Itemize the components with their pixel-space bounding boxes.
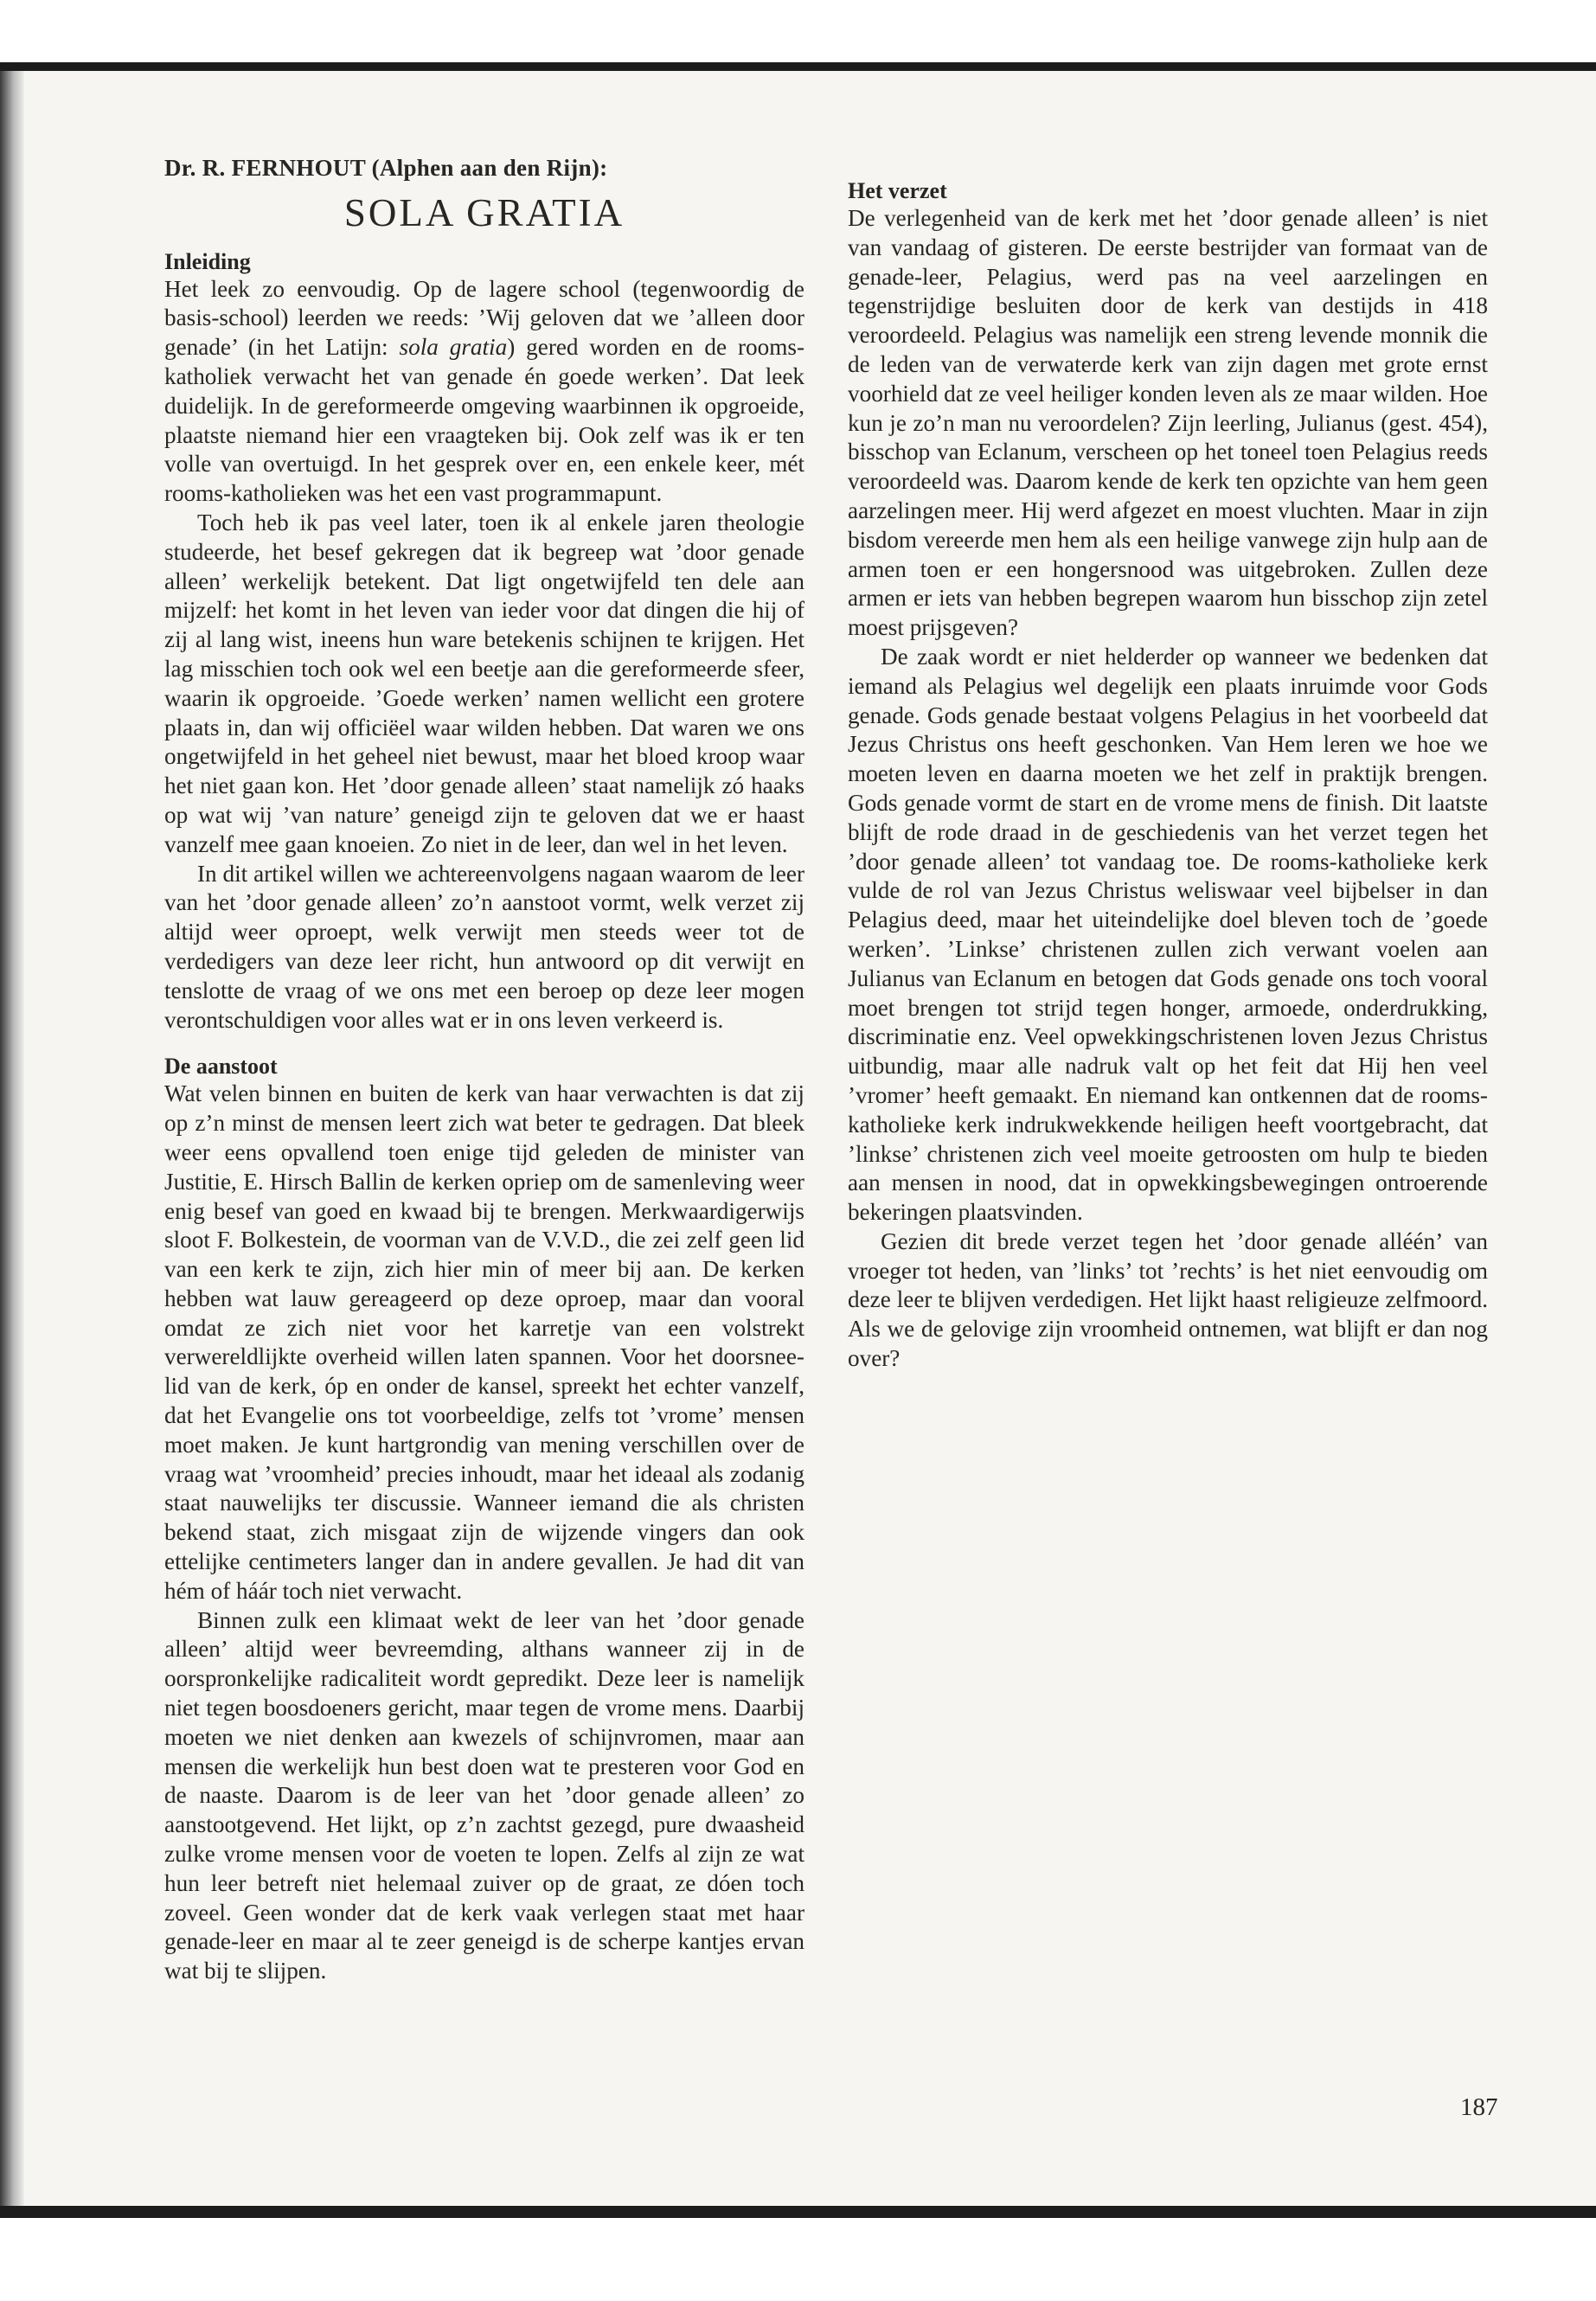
paragraph: Het leek zo eenvoudig. Op de lagere school (tegenwoordig de basis-school) leerden we reeds: ’Wij geloven dat we ’alleen door genade’ (in het Latijn: sola gratia) gered worden en de rooms-katholiek verwacht het van genade én goede werken’. Dat leek duidelijk. In de gereformeerde omgeving waarbinnen ik opgroeide, plaatste niemand hier een vraagteken bij. Ook zelf was ik er ten volle van overtuigd. In het gesprek over en, een enkele keer, mét rooms-katholieken was het een vast programmapunt. (164, 275, 804, 507)
author-byline: Dr. R. FERNHOUT (Alphen aan den Rijn): (164, 155, 608, 181)
paragraph: De verlegenheid van de kerk met het ’door genade alleen’ is niet van vandaag of gisteren. De eerste bestrijder van formaat van de genade-leer, Pelagius, werd pas na veel aarzelingen en tegenstrijdige besluiten door de kerk van destijds in 418 veroordeeld. Pelagius was namelijk een streng levende monnik die de leden van de verwaterde kerk van zijn dagen met grote ernst voorhield dat ze veel heiliger konden leven als ze maar wilden. Hoe kun je zo’n man nu veroordelen? Zijn leerling, Julianus (gest. 454), bisschop van Eclanum, verscheen op het toneel toen Pelagius reeds veroordeeld was. Daarom kende de kerk ten opzichte van hem geen aarzelingen meer. Hij werd afgezet en moest vluchten. Maar in zijn bisdom vereerde men hem als een heilige vanwege zijn hulp aan de armen toen er een hongersnood was uitgebroken. Zullen deze armen er iets van hebben begrepen waarom hun bisschop zijn zetel moest prijsgeven? (848, 205, 1488, 641)
latin-term: sola gratia (399, 334, 508, 361)
section-heading-aanstoot: De aanstoot (164, 1054, 278, 1080)
page-gutter-shadow (0, 71, 24, 2301)
paragraph: Wat velen binnen en buiten de kerk van haar verwachten is dat zij op z’n minst de mensen leert zich wat beter te gedragen. Dat bleek weer eens opvallend toen enige tijd geleden de minister van Justitie, E. Hirsch Ballin de kerken opriep om de samenleving weer enig besef van goed en kwaad bij te brengen. Merkwaardigerwijs sloot F. Bolkestein, de voorman van de V.V.D., die zei zelf geen lid van een kerk te zijn, zich hier min of meer bij aan. De kerken hebben wat lauw gereageerd op deze oproep, maar dan vooral omdat ze zich niet voor het karretje van een volstrekt verwereldlijkte overheid willen laten spannen. Voor het doorsnee-lid van de kerk, óp en onder de kansel, spreekt het echter vanzelf, dat het Evangelie ons tot voorbeeldige, zelfs tot ’vrome’ mensen moet maken. Je kunt hartgrondig van mening verschillen over de vraag wat ’vroomheid’ precies inhoudt, maar het ideaal als zodanig staat nauwelijks ter discussie. Wanneer iemand die als christen bekend staat, zich misgaat zijn de wijzende vingers dan ook ettelijke centimeters langer dan in andere gevallen. Je had dit van hém of háár toch niet verwacht. (164, 1080, 804, 1604)
scan-bottom-border (0, 2206, 1596, 2301)
paragraph: Toch heb ik pas veel later, toen ik al enkele jaren theologie studeerde, het besef gekregen dat ik begreep wat ’door genade alleen’ werkelijk betekent. Dat ligt ongetwijfeld ten dele aan mijzelf: het komt in het leven van ieder voor dat dingen die hij of zij al lang wist, ineens hun ware betekenis schijnen te krijgen. Het lag misschien toch ook wel een beetje aan die gereformeerde sfeer, waarin ik opgroeide. ’Goede werken’ namen wellicht een grotere plaats in, dan wij officiëel waar wilden hebben. Dat waren we ons ongetwijfeld in het geheel niet bewust, maar het bloed kroop waar het niet gaan kon. Het ’door genade alleen’ staat namelijk zó haaks op wat wij ’van nature’ geneigd zijn te geloven dat we er haast vanzelf mee gaan knoeien. Zo niet in de leer, dan wel in het leven. (164, 509, 804, 857)
right-column (848, 152, 1488, 1374)
paragraph: In dit artikel willen we achtereenvolgens nagaan waarom de leer van het ’door genade alleen’ zo’n aanstoot vormt, welk verzet zij altijd weer oproept, welk verwijt men steeds weer tot de verdedigers van deze leer richt, hun antwoord op dit verwijt en tenslotte de vraag of we ons met een beroep op deze leer mogen verontschuldigen voor alles wat er in ons leven verkeerd is. (164, 860, 804, 1033)
section-heading-verzet: Het verzet (848, 178, 947, 203)
section-heading-inleiding: Inleiding (164, 248, 251, 274)
paragraph: Gezien dit brede verzet tegen het ’door genade alléén’ van vroeger tot heden, van ’links’ tot ’rechts’ is het niet eenvoudig om deze leer te blijven verdedigen. Het lijkt haast religieuze zelfmoord. Als we de gelovige zijn vroomheid ontnemen, wat blijft er dan nog over? (848, 1227, 1488, 1372)
article-title: SOLA GRATIA (343, 190, 625, 234)
left-column (164, 154, 804, 1986)
page-number: 187 (1460, 2093, 1498, 2121)
paragraph: De zaak wordt er niet helderder op wanneer we bedenken dat iemand als Pelagius wel degelijk een plaats inruimde voor Gods genade. Gods genade bestaat volgens Pelagius in het voorbeeld dat Jezus Christus ons heeft geschonken. Van Hem leren we hoe we moeten leven en daarna moeten we het zelf in praktijk brengen. Gods genade vormt de start en de vrome mens de finish. Dit laatste blijft de rode draad in de geschiedenis van het verzet tegen het ’door genade alleen’ tot vandaag toe. De rooms-katholieke kerk vulde de rol van Jezus Christus weliswaar veel bijbelser in dan Pelagius deed, maar het uiteindelijke doel bleven toch de ’goede werken’. ’Linkse’ christenen zullen zich verwant voelen aan Julianus van Eclanum en betogen dat Gods genade ons toch vooral moet brengen tot strijd tegen honger, armoede, onderdrukking, discriminatie enz. Veel opwekkingschristenen loven Jezus Christus uitbundig, maar alle nadruk valt op het feit dat Hij hen veel ’vromer’ heeft gemaakt. En niemand kan ontkennen dat de rooms-katholieke kerk indrukwekkende heiligen heeft voortgebracht, dat ’linkse’ christenen zich veel moeite getroosten om hulp te bieden aan mensen in nood, dat in opwekkingsbewegingen ontroerende bekeringen plaatsvinden. (848, 643, 1488, 1226)
scan-top-border (0, 0, 1596, 71)
paragraph: Binnen zulk een klimaat wekt de leer van het ’door genade alleen’ altijd weer bevreemding, althans wanneer zij in de oorspronkelijke radicaliteit wordt gepredikt. Deze leer is namelijk niet tegen boosdoeners gericht, maar tegen de vrome mens. Daarbij moeten we niet denken aan kwezels of schijnvromen, maar aan mensen die werkelijk hun best doen wat te presteren voor God en de naaste. Daarom is de leer van het ’door genade alleen’ zo aanstootgevend. Het lijkt, op z’n zachtst gezegd, pure dwaasheid zulke vrome mensen voor de voeten te lopen. Zelfs al zijn ze wat hun leer betreft niet helemaal zuiver op de graat, ze dóen toch zoveel. Geen wonder dat de kerk vaak verlegen staat met haar genade-leer en maar al te zeer geneigd is de scherpe kantjes ervan wat bij te slijpen. (164, 1606, 804, 1984)
